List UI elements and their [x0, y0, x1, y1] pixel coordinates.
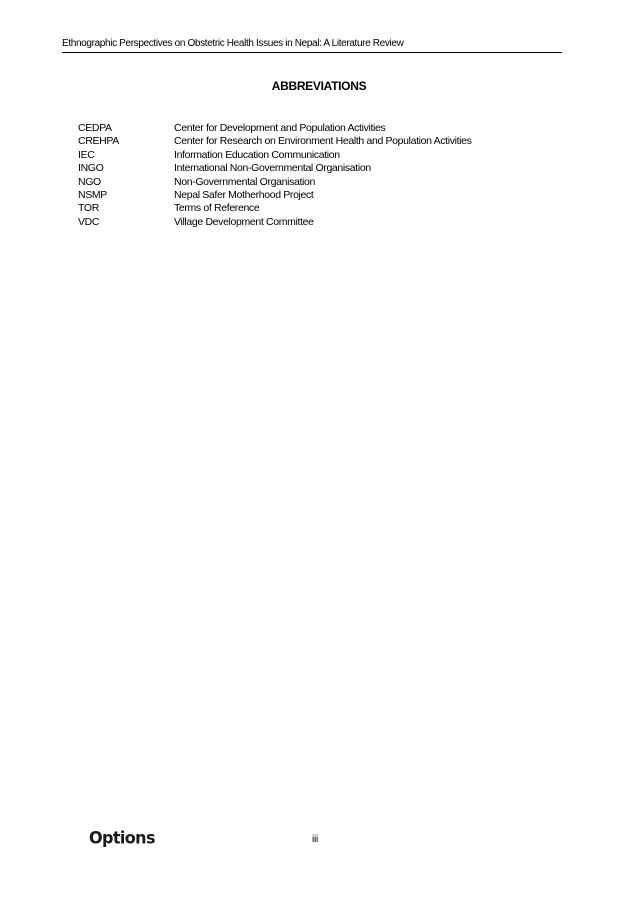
abbreviation-definition: Village Development Committee [174, 215, 314, 228]
abbreviation-term: CREHPA [78, 135, 119, 148]
abbreviation-definition: Center for Research on Environment Health and Population Activities [174, 135, 472, 148]
abbreviation-row [78, 216, 558, 229]
abbreviation-definition: Terms of Reference [174, 202, 260, 215]
abbreviation-term: CEDPA [78, 122, 112, 134]
section-title: ABBREVIATIONS [271, 79, 367, 93]
abbreviation-term: INGO [78, 162, 104, 175]
running-header-title: Ethnographic Perspectives on Obstetric Health Issues in Nepal: A Literature Review [62, 38, 404, 49]
abbreviation-definition: Non-Governmental Organisation [174, 175, 316, 188]
abbreviation-definition: Center for Development and Population Activities [174, 122, 386, 134]
running-header [62, 38, 562, 53]
abbreviation-term: VDC [78, 215, 100, 228]
options-logo: Options [89, 827, 155, 848]
abbreviation-row [78, 162, 558, 175]
page-number: iii [312, 834, 319, 845]
abbreviation-term: TOR [78, 202, 99, 215]
abbreviations-list [78, 122, 558, 229]
abbreviation-row [78, 189, 558, 202]
abbreviation-definition: Information Education Communication [174, 148, 340, 161]
abbreviation-row [78, 176, 558, 189]
abbreviation-term: IEC [78, 148, 95, 161]
abbreviation-row [78, 149, 558, 162]
abbreviation-definition: Nepal Safer Motherhood Project [174, 188, 314, 201]
abbreviation-row [78, 135, 558, 148]
abbreviation-row [78, 202, 558, 215]
abbreviation-term: NGO [78, 175, 101, 188]
abbreviation-row [78, 122, 558, 135]
abbreviation-term: NSMP [78, 188, 107, 201]
abbreviation-definition: International Non-Governmental Organisation [174, 162, 371, 175]
